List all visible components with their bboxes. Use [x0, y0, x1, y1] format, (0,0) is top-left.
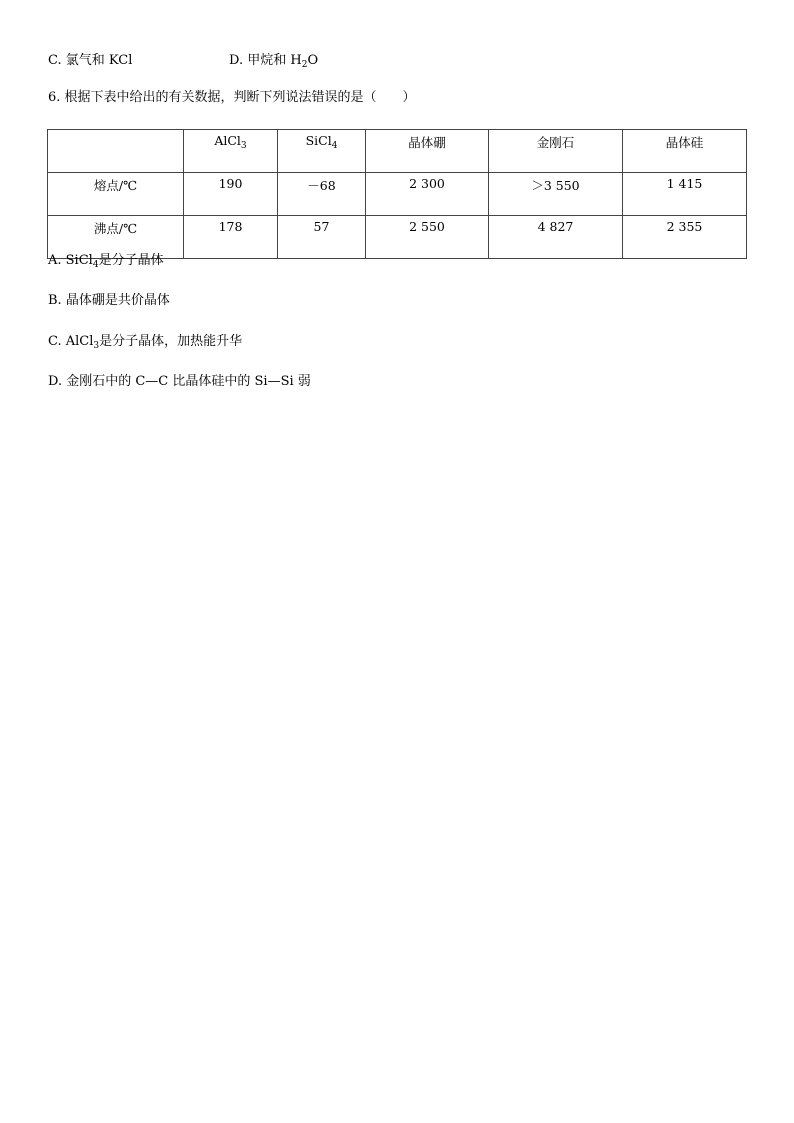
header-main: 晶体硼 [408, 135, 446, 150]
header-cell [489, 130, 623, 173]
header-cell [278, 130, 366, 173]
table-header-row [48, 130, 747, 173]
option-d-prev-prefix: D. 甲烷和 H [229, 53, 302, 68]
header-cell [366, 130, 489, 173]
header-main: SiCl [305, 133, 332, 148]
row-label: 熔点/℃ [48, 173, 184, 216]
option-a-prefix: A. SiCl [48, 253, 93, 268]
table-cell: 57 [278, 216, 366, 259]
header-cell-empty [48, 130, 184, 173]
header-sub: 4 [331, 141, 338, 151]
option-d-prev [229, 49, 318, 70]
header-main: AlCl [214, 133, 241, 148]
table-row [48, 173, 747, 216]
data-table [47, 129, 747, 259]
option-a-suffix: 是分子晶体 [98, 253, 164, 268]
option-d: D. 金刚石中的 C—C 比晶体硅中的 Si—Si 弱 [48, 374, 311, 389]
option-a-subscript: 4 [92, 260, 99, 270]
table-cell: 2 550 [366, 216, 489, 259]
header-cell [184, 130, 278, 173]
table-cell: 178 [184, 216, 278, 259]
question-6-stem: 6. 根据下表中给出的有关数据，判断下列说法错误的是（ ） [48, 90, 416, 105]
option-a [48, 253, 164, 273]
header-cell [623, 130, 747, 173]
option-d-prev-suffix: O [307, 53, 319, 68]
table-cell: 2 300 [366, 173, 489, 216]
table-cell: 2 355 [623, 216, 747, 259]
option-c-prev: C. 氯气和 KCl [48, 53, 133, 68]
header-main: 晶体硅 [665, 135, 704, 150]
header-sub: 3 [240, 141, 247, 151]
option-c [48, 334, 242, 354]
option-c-prefix: C. AlCl [48, 334, 94, 349]
row-label: 沸点/℃ [48, 216, 184, 259]
option-b: B. 晶体硼是共价晶体 [48, 293, 170, 308]
option-c-suffix: 是分子晶体，加热能升华 [99, 334, 243, 349]
option-d-prev-subscript: 2 [301, 60, 308, 70]
table-cell: 1 415 [623, 173, 747, 216]
table-cell: －68 [278, 173, 366, 216]
header-main: 金刚石 [536, 135, 575, 150]
table-cell: 190 [184, 173, 278, 216]
option-c-subscript: 3 [93, 341, 100, 351]
table-cell: 4 827 [489, 216, 623, 259]
table-cell: ＞3 550 [489, 173, 623, 216]
